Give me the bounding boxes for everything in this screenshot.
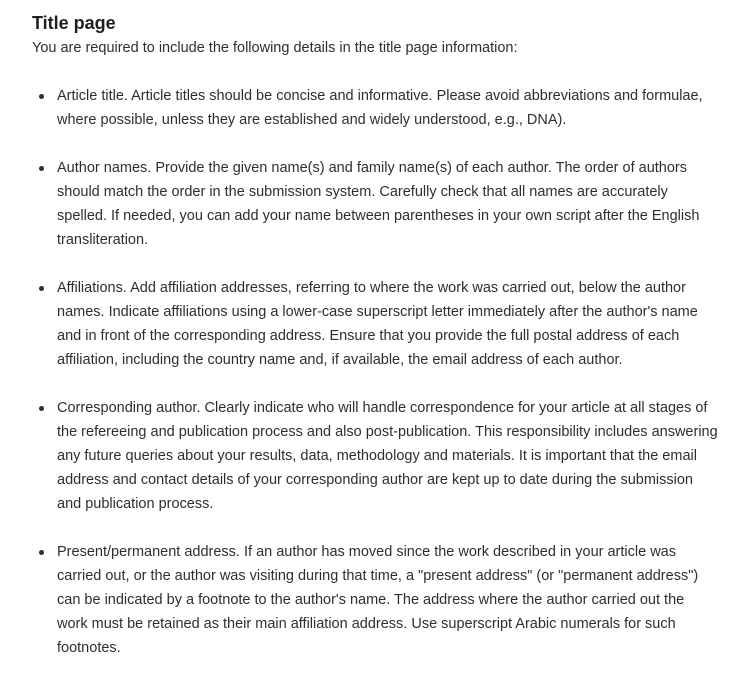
list-item	[32, 540, 718, 660]
bullet-icon	[39, 406, 44, 411]
section-title: Title page	[32, 13, 116, 33]
list-item	[32, 276, 718, 372]
bullet-icon	[39, 94, 44, 99]
list-item-text: Author names. Provide the given name(s) and family name(s) of each author. The order of authors should match the order in the submission system. Carefully check that all names are accurately spelled. If needed, you can add your name between parentheses in your own script after the English transliteration.	[57, 160, 700, 248]
list-item	[32, 156, 718, 252]
list-item-text: Article title. Article titles should be concise and informative. Please avoid abbreviations and formulae, where possible, unless they are established and widely understood, e.g., DNA).	[57, 88, 703, 128]
bullet-icon	[39, 550, 44, 555]
bullet-icon	[39, 166, 44, 171]
bullet-icon	[39, 286, 44, 291]
list-item-text: Corresponding author. Clearly indicate who will handle correspondence for your article at all stages of the refereeing and publication process and also post-publication. This responsibility includes answering any future queries about your results, data, methodology and materials. It is important that the email address and contact details of your corresponding author are kept up to date during the submission and publication process.	[57, 400, 718, 512]
list-item	[32, 396, 718, 516]
list-item-text: Present/permanent address. If an author has moved since the work described in your article was carried out, or the author was visiting during that time, a "present address" (or "permanent address") can be indicated by a footnote to the author's name. The address where the author carried out the work must be retained as their main affiliation address. Use superscript Arabic numerals for such footnotes.	[57, 544, 699, 656]
section-intro: You are required to include the following details in the title page information:	[32, 40, 518, 56]
list-item	[32, 84, 718, 132]
list-item-text: Affiliations. Add affiliation addresses, referring to where the work was carried out, below the author names. Indicate affiliations using a lower-case superscript letter immediately after the author's name and in front of the corresponding address. Ensure that you provide the full postal address of each affiliation, including the country name and, if available, the email address of each author.	[57, 280, 698, 368]
requirements-list	[32, 84, 718, 660]
